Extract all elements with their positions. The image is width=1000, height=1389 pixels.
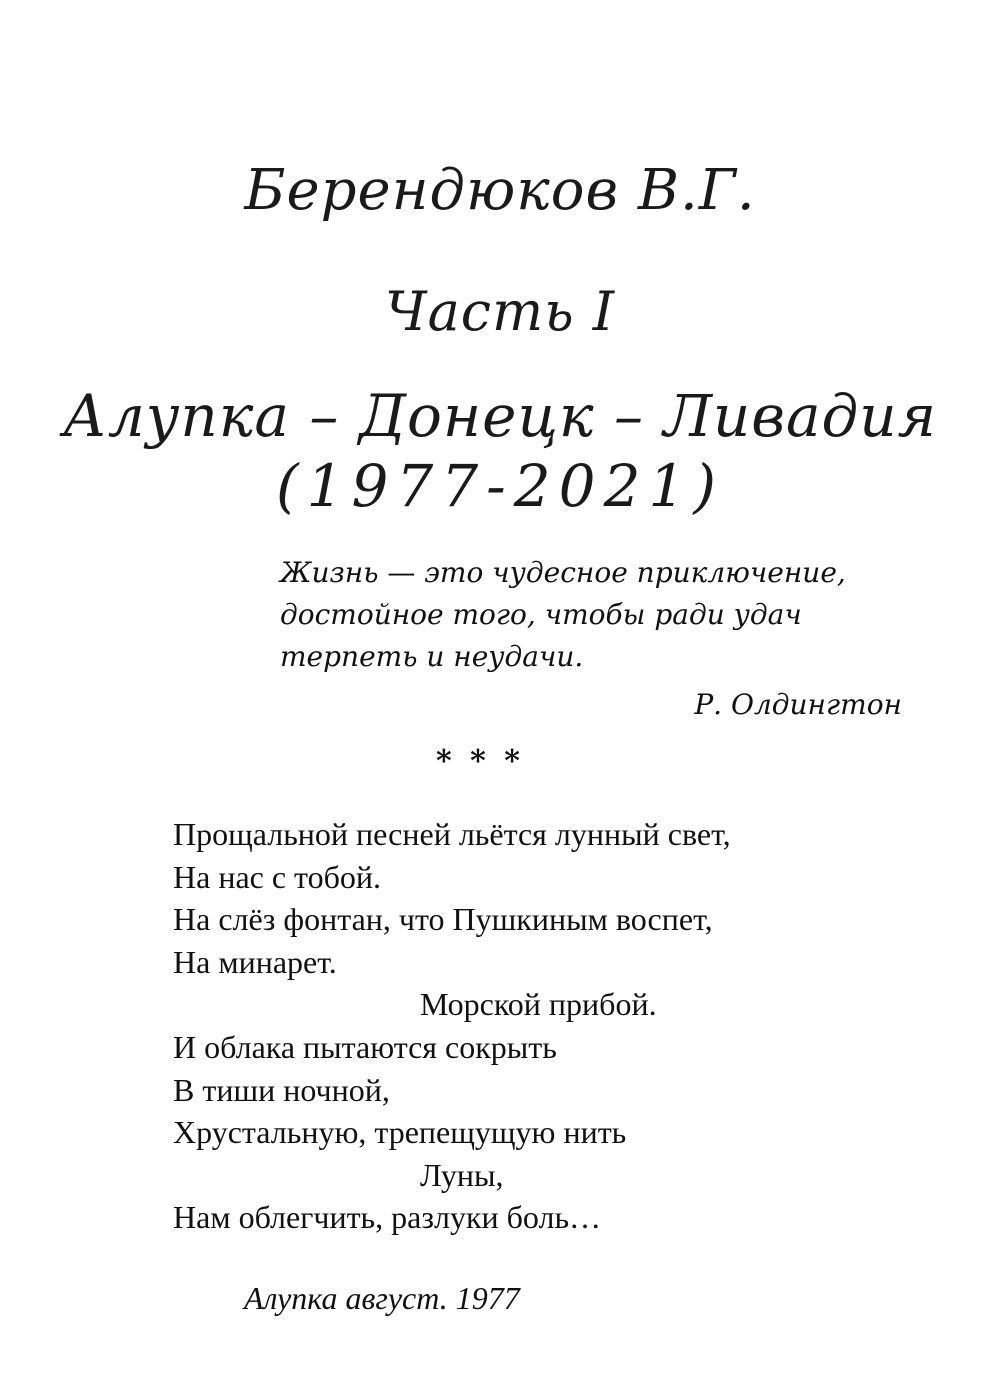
section-separator: * * * (436, 744, 524, 779)
epigraph (280, 552, 920, 678)
poem-signature: Алупка август. 1977 (244, 1280, 520, 1316)
epigraph-line: Жизнь — это чудесное приключение, (280, 556, 846, 589)
poem-line: Луны, (420, 1156, 504, 1193)
poem-line: На слёз фонтан, что Пушкиным воспет, (173, 901, 713, 938)
poem-line: На минарет. (173, 943, 337, 980)
poem-line: Нам облегчить, разлуки боль… (173, 1199, 602, 1236)
epigraph-line: терпеть и неудачи. (280, 640, 584, 673)
years-title: (1977-2021) (275, 452, 725, 520)
author-title: Берендюков В.Г. (244, 158, 756, 223)
epigraph-line: достойное того, чтобы ради удач (280, 598, 802, 631)
poem-line: Хрустальную, трепещущую нить (173, 1114, 627, 1151)
poem (173, 813, 731, 1239)
poem-line: Морской прибой. (420, 986, 657, 1023)
poem-line: И облака пытаются сокрыть (173, 1028, 557, 1065)
epigraph-author: Р. Олдингтон (694, 688, 902, 721)
poem-line: В тиши ночной, (173, 1071, 390, 1108)
places-title: Алупка – Донецк – Ливадия (62, 382, 938, 450)
poem-line: На нас с тобой. (173, 858, 382, 895)
poem-line: Прощальной песней льётся лунный свет, (173, 816, 731, 852)
part-title: Часть I (384, 280, 616, 343)
